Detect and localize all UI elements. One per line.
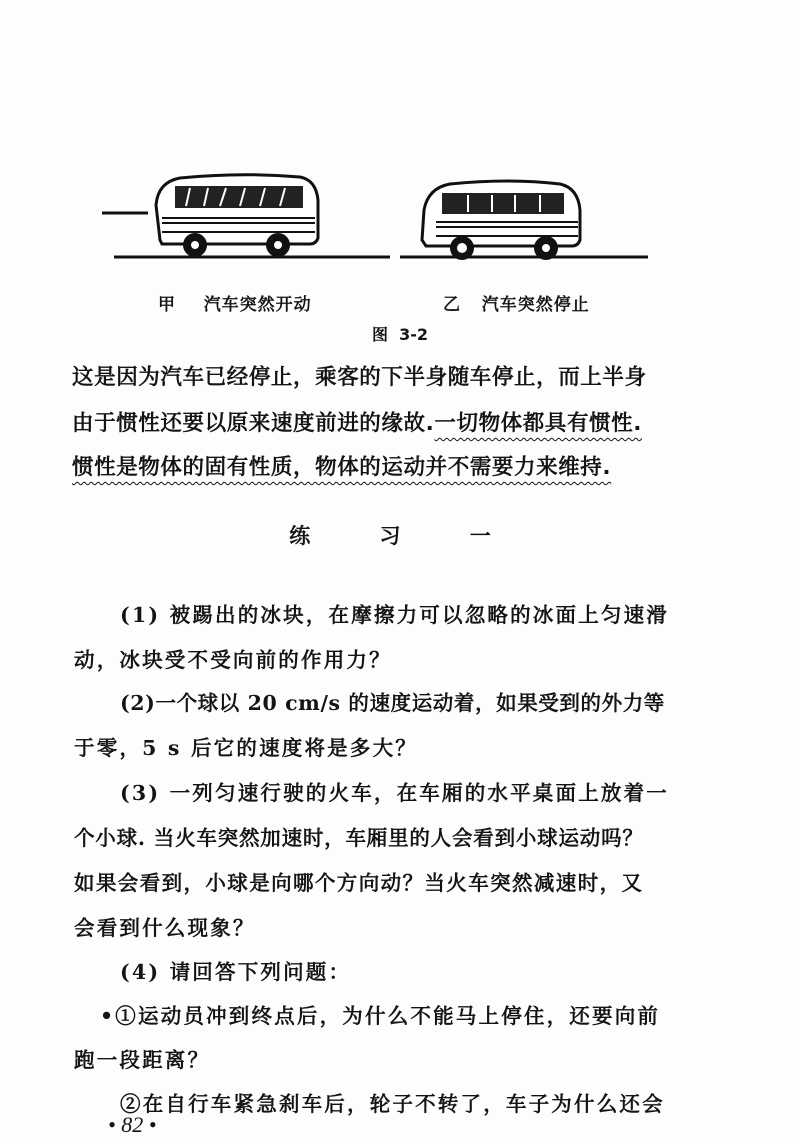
- figure-caption-left: [158, 290, 312, 315]
- emphasis-inertia-statement: 一切物体都具有惯性.: [434, 411, 643, 436]
- exercise-line: 动，冰块受不受向前的作用力？: [74, 648, 392, 672]
- caption-left-text: 汽车突然开动: [203, 295, 312, 315]
- body-line-1: 这是因为汽车已经停止，乘客的下半身随车停止，而上半身: [72, 365, 647, 390]
- exercise-line: 如果会看到，小球是向哪个方向动？当火车突然减速时，又: [74, 871, 644, 895]
- exercise-line: (2)一个球以 20 cm/s 的速度运动着，如果受到的外力等: [120, 691, 665, 715]
- body-line-2: [72, 406, 642, 437]
- exercise-line: 会看到什么现象？: [74, 916, 256, 940]
- body-line-3: [72, 450, 611, 481]
- caption-right-label: 乙: [443, 295, 461, 315]
- exercise-line: 于零，5 s 后它的速度将是多大？: [74, 736, 418, 760]
- exercise-line: 跑一段距离？: [74, 1048, 211, 1072]
- exercise-line: (1) 被踢出的冰块，在摩擦力可以忽略的冰面上匀速滑: [120, 603, 669, 627]
- emphasis-inertia-property: 惯性是物体的固有性质，物体的运动并不需要力来维持.: [72, 455, 612, 480]
- page-number: • 82 •: [108, 1112, 157, 1137]
- exercise-line: •①运动员冲到终点后，为什么不能马上停住，还要向前: [100, 1004, 661, 1028]
- exercise-line: 个小球. 当火车突然加速时，车厢里的人会看到小球运动吗？: [74, 826, 644, 850]
- exercise-line: (3) 一列匀速行驶的火车，在车厢的水平桌面上放着一: [120, 781, 669, 805]
- exercise-line: ②在自行车紧急刹车后，轮子不转了，车子为什么还会: [120, 1092, 665, 1116]
- bus-stopping-illustration: [400, 160, 670, 270]
- caption-right-text: 汽车突然停止: [481, 295, 590, 315]
- body-line-2-plain: 由于惯性还要以原来速度前进的缘故.: [72, 411, 435, 436]
- bus-starting-illustration: [90, 160, 390, 270]
- caption-left-label: 甲: [158, 295, 176, 315]
- figure-title: 图 3-2: [371, 325, 429, 344]
- exercise-title: 练 习 一: [289, 524, 511, 548]
- figure-caption-right: [443, 290, 590, 315]
- exercise-line: (4) 请回答下列问题：: [120, 960, 352, 984]
- figure-3-2: [90, 160, 670, 270]
